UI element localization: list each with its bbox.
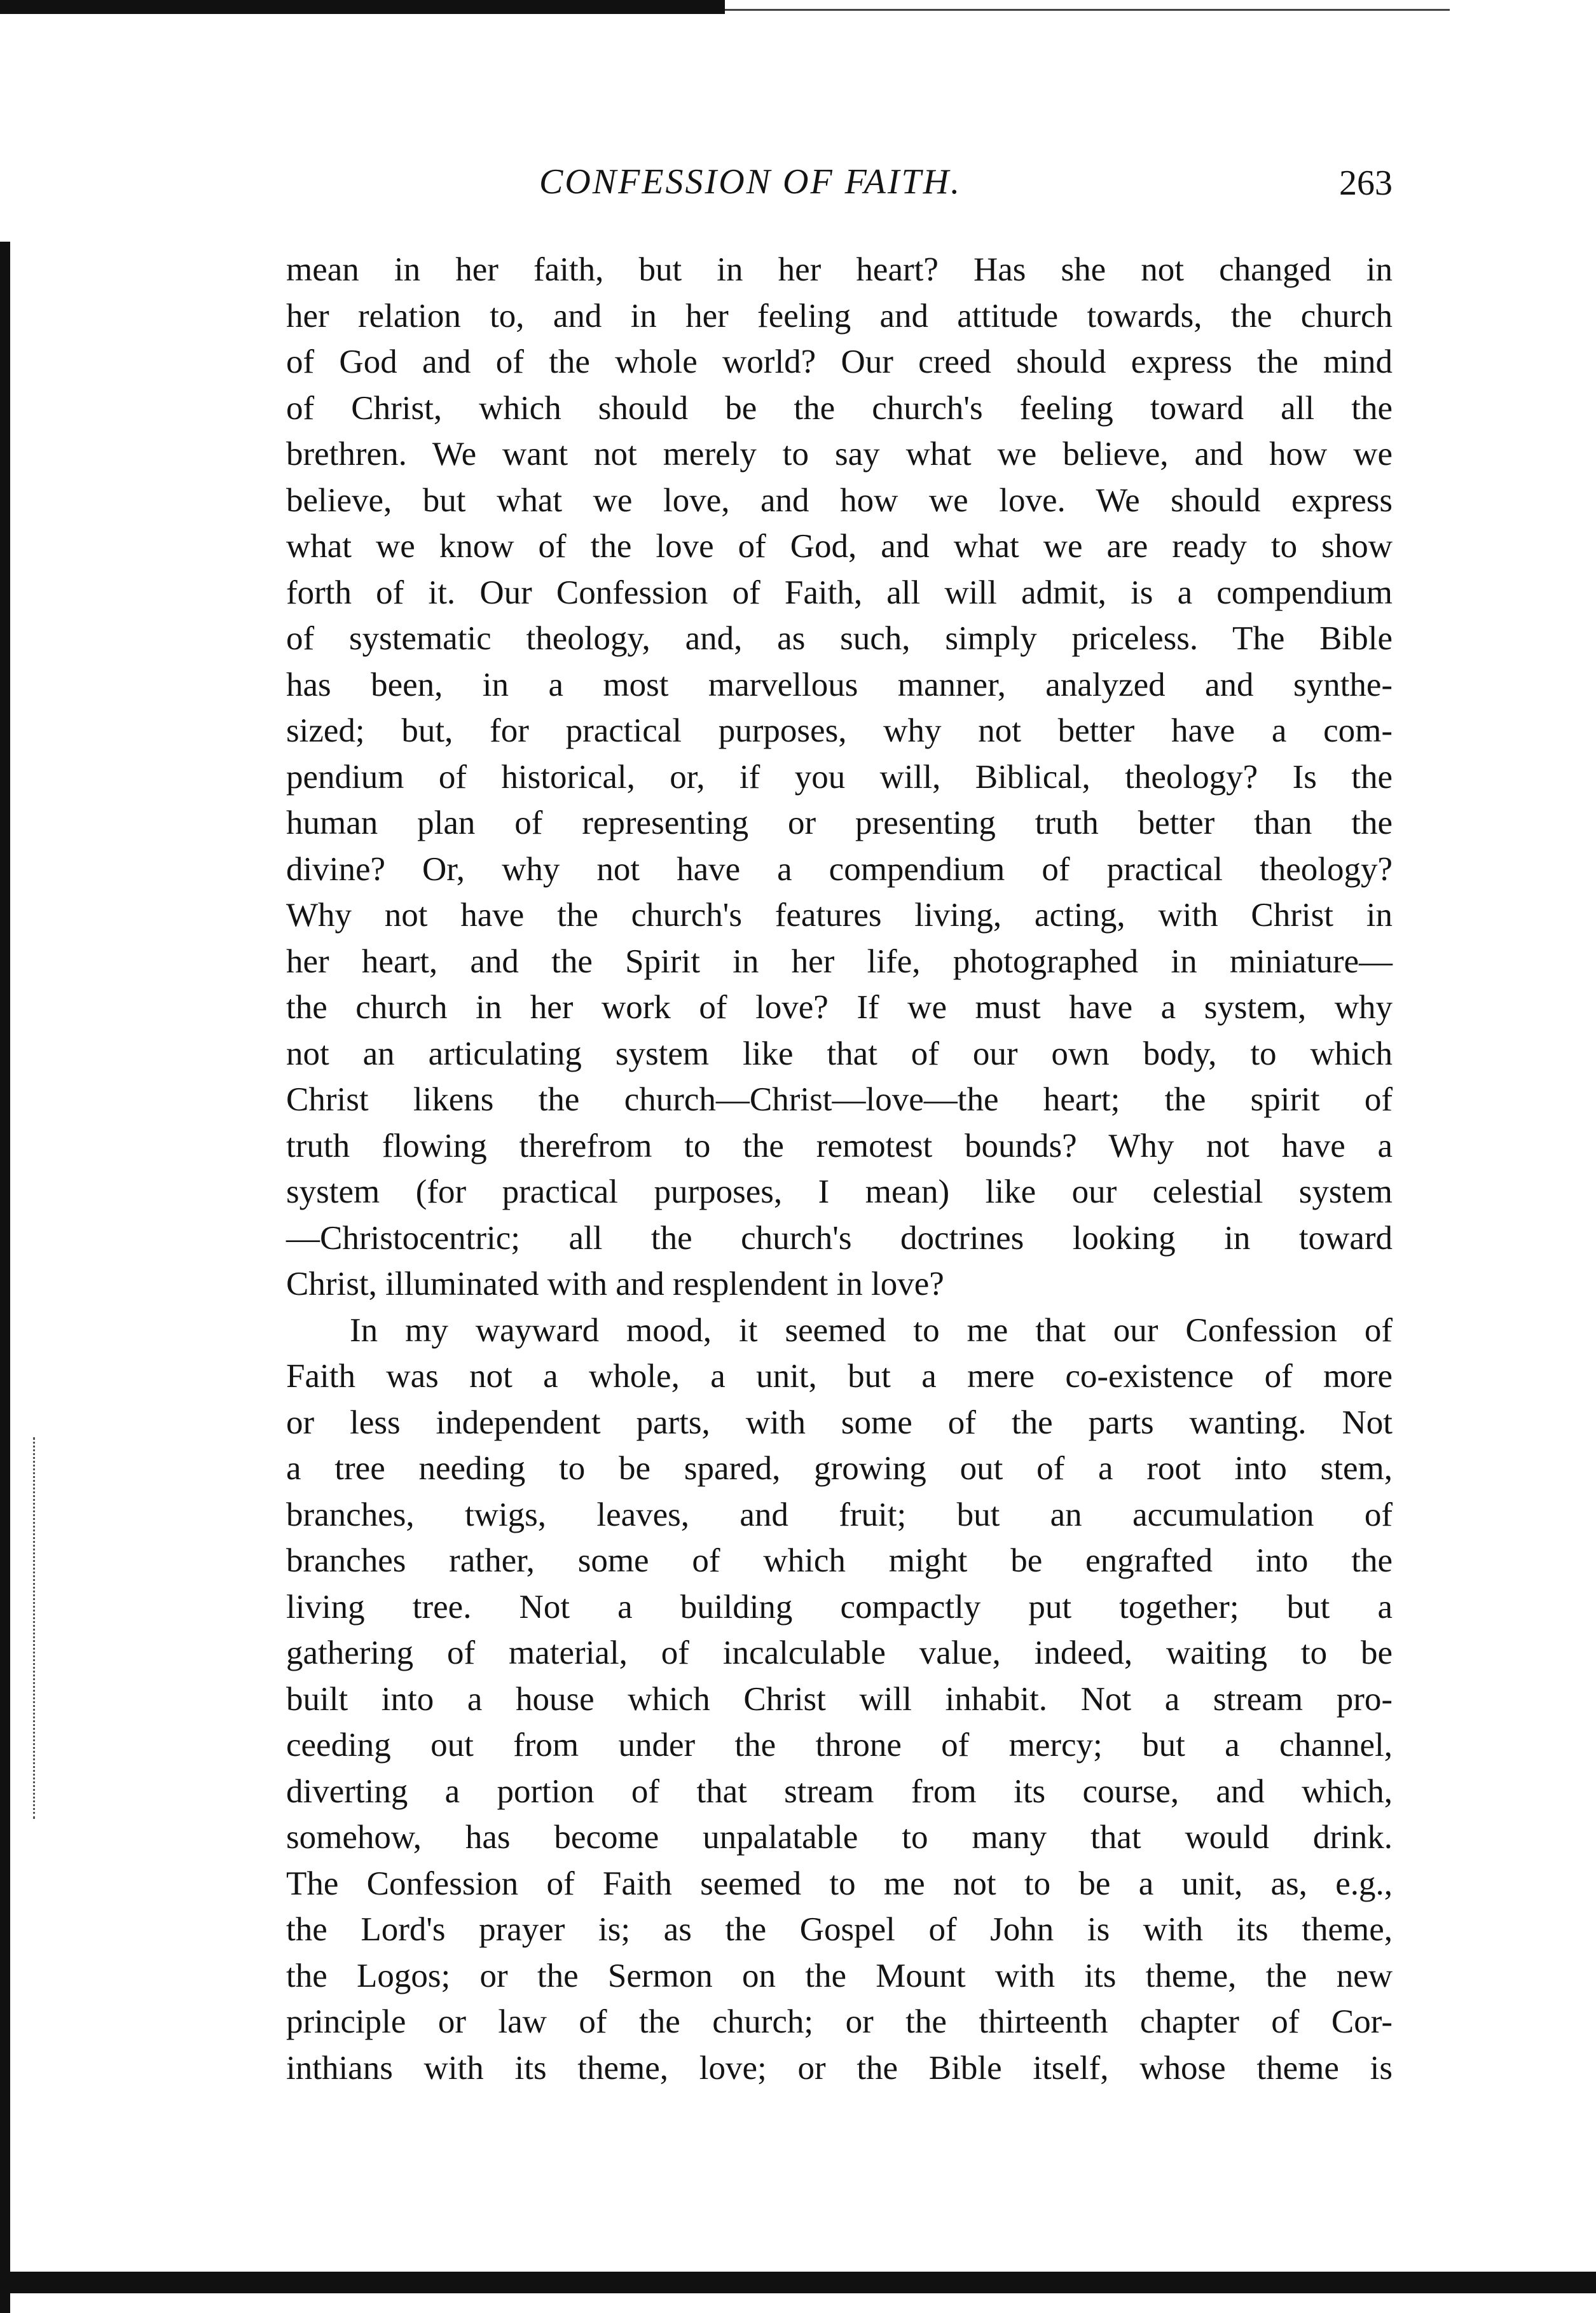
text-line: of God and of the whole world? Our creed should express the mind [286,343,1393,380]
text-line: ceeding out from under the throne of mercy; but a channel, [286,1727,1393,1764]
text-line: sized; but, for practical purposes, why not better have a com- [286,712,1393,749]
text-line: system (for practical purposes, I mean) like our celestial system [286,1173,1393,1210]
text-line: a tree needing to be spared, growing out of a root into stem, [286,1450,1393,1487]
scan-border-bottom [0,2272,1596,2293]
body-text [286,247,1393,2091]
page-number: 263 [1339,163,1393,203]
text-line: brethren. We want not merely to say what we believe, and how we [286,436,1393,473]
text-line: mean in her faith, but in her heart? Has she not changed in [286,251,1393,288]
text-line: living tree. Not a building compactly put together; but a [286,1588,1393,1626]
text-line: has been, in a most marvellous manner, analyzed and synthe- [286,666,1393,703]
running-title: CONFESSION OF FAITH. [539,162,962,202]
text-line: principle or law of the church; or the thirteenth chapter of Cor- [286,2003,1393,2040]
text-line: The Confession of Faith seemed to me not to be a unit, as, e.g., [286,1865,1393,1902]
text-line: or less independent parts, with some of the parts wanting. Not [286,1404,1393,1441]
text-line: inthians with its theme, love; or the Bible itself, whose theme is [286,2049,1393,2087]
text-line: the Lord's prayer is; as the Gospel of John is with its theme, [286,1911,1393,1948]
scan-border-top-thin [725,9,1450,11]
text-line: built into a house which Christ will inhabit. Not a stream pro- [286,1680,1393,1718]
text-line: truth flowing therefrom to the remotest bounds? Why not have a [286,1127,1393,1164]
text-line: gathering of material, of incalculable value, indeed, waiting to be [286,1634,1393,1671]
text-line: of systematic theology, and, as such, simply priceless. The Bible [286,620,1393,657]
text-line: diverting a portion of that stream from its course, and which, [286,1772,1393,1810]
text-line: her heart, and the Spirit in her life, photographed in miniature— [286,942,1393,980]
text-line: not an articulating system like that of our own body, to which [286,1035,1393,1072]
text-line: her relation to, and in her feeling and attitude towards, the church [286,297,1393,335]
scan-border-top [0,0,725,14]
text-line: divine? Or, why not have a compendium of practical theology? [286,850,1393,888]
running-head [286,162,1393,212]
page-edge-marks [33,1437,40,1819]
text-line: what we know of the love of God, and what we are ready to show [286,528,1393,565]
paragraph-end-line: Christ, illuminated with and resplendent in love? [286,1266,944,1302]
text-line: forth of it. Our Confession of Faith, all will admit, is a compendium [286,574,1393,611]
text-line: branches, twigs, leaves, and fruit; but an accumulation of [286,1496,1393,1533]
text-line: the church in her work of love? If we must have a system, why [286,989,1393,1026]
scan-border-left [0,242,10,2313]
text-line: human plan of representing or presenting truth better than the [286,804,1393,841]
paragraph-start-line: In my wayward mood, it seemed to me that our Confession of [350,1311,1393,1349]
text-line: Faith was not a whole, a unit, but a mere co-existence of more [286,1358,1393,1395]
text-line: believe, but what we love, and how we love. We should express [286,481,1393,519]
text-line: the Logos; or the Sermon on the Mount with its theme, the new [286,1957,1393,1994]
text-line: —Christocentric; all the church's doctrines looking in toward [286,1219,1393,1257]
text-line: branches rather, some of which might be engrafted into the [286,1542,1393,1579]
text-line: somehow, has become unpalatable to many that would drink. [286,1819,1393,1856]
text-line: Christ likens the church—Christ—love—the heart; the spirit of [286,1081,1393,1118]
text-line: Why not have the church's features living, acting, with Christ in [286,897,1393,934]
text-line: pendium of historical, or, if you will, Biblical, theology? Is the [286,758,1393,796]
text-line: of Christ, which should be the church's feeling toward all the [286,389,1393,427]
